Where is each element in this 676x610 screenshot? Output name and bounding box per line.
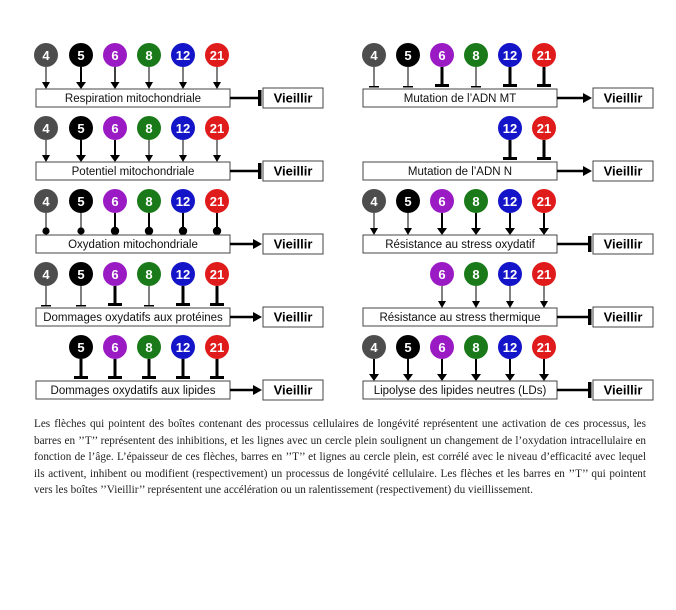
inhibition-bar-icon	[41, 305, 51, 307]
arrowhead-icon	[437, 374, 447, 381]
node-label-12: 12	[502, 48, 518, 63]
node-label-5: 5	[77, 121, 85, 136]
inhibition-bar-icon	[588, 236, 592, 252]
vieillir-label: Vieillir	[603, 309, 643, 325]
modulation-dot-icon	[42, 227, 49, 234]
node-label-21: 21	[536, 194, 552, 209]
node-label-8: 8	[145, 121, 153, 136]
vieillir-label: Vieillir	[273, 382, 313, 398]
node-label-8: 8	[145, 267, 153, 282]
process-label: Mutation de l’ADN MT	[403, 93, 517, 105]
vieillir-label: Vieillir	[603, 382, 643, 398]
inhibition-bar-icon	[108, 303, 122, 306]
panel-1	[34, 43, 323, 108]
arrowhead-icon	[253, 385, 262, 395]
node-label-12: 12	[175, 267, 191, 282]
panel-2	[362, 43, 653, 108]
node-label-6: 6	[111, 48, 119, 63]
panel-9	[36, 335, 323, 400]
node-label-12: 12	[175, 194, 191, 209]
process-label: Dommages oxydatifs aux protéines	[43, 312, 223, 324]
inhibition-bar-icon	[108, 376, 122, 379]
node-label-8: 8	[472, 267, 480, 282]
process-label: Dommages oxydatifs aux lipides	[50, 385, 216, 397]
process-label: Lipolyse des lipides neutres (LDs)	[373, 385, 547, 397]
inhibition-bar-icon	[210, 376, 224, 379]
modulation-dot-icon	[77, 227, 84, 234]
arrowhead-icon	[76, 155, 86, 162]
inhibition-bar-icon	[503, 157, 517, 160]
node-label-5: 5	[404, 194, 412, 209]
arrowhead-icon	[505, 374, 515, 381]
node-label-5: 5	[404, 340, 412, 355]
inhibition-bar-icon	[435, 84, 449, 87]
arrowhead-icon	[506, 301, 514, 308]
node-label-5: 5	[77, 267, 85, 282]
vieillir-label: Vieillir	[603, 163, 643, 179]
vieillir-label: Vieillir	[273, 236, 313, 252]
arrowhead-icon	[369, 374, 379, 381]
arrowhead-icon	[583, 166, 592, 176]
process-label: Mutation de l’ADN N	[407, 166, 513, 178]
node-label-5: 5	[77, 48, 85, 63]
arrowhead-icon	[437, 228, 447, 235]
arrowhead-icon	[213, 155, 221, 162]
vieillir-label: Vieillir	[273, 163, 313, 179]
inhibition-bar-icon	[74, 376, 88, 379]
vieillir-label: Vieillir	[273, 90, 313, 106]
node-label-21: 21	[209, 267, 225, 282]
inhibition-bar-icon	[588, 309, 592, 325]
vieillir-label: Vieillir	[603, 236, 643, 252]
modulation-dot-icon	[111, 227, 119, 235]
modulation-dot-icon	[145, 227, 153, 235]
arrowhead-icon	[42, 155, 50, 162]
node-label-12: 12	[175, 340, 191, 355]
node-label-4: 4	[370, 194, 378, 209]
node-label-6: 6	[111, 340, 119, 355]
arrowhead-icon	[145, 155, 153, 162]
arrowhead-icon	[145, 82, 153, 89]
panel-4	[363, 116, 653, 181]
node-label-5: 5	[77, 194, 85, 209]
arrowhead-icon	[370, 228, 378, 235]
modulation-dot-icon	[179, 227, 187, 235]
node-label-6: 6	[438, 267, 446, 282]
node-label-8: 8	[472, 194, 480, 209]
process-label: Respiration mitochondriale	[64, 93, 202, 105]
node-label-4: 4	[42, 121, 50, 136]
panel-5	[34, 189, 323, 254]
arrowhead-icon	[471, 374, 481, 381]
node-label-21: 21	[209, 194, 225, 209]
node-label-21: 21	[536, 121, 552, 136]
inhibition-bar-icon	[176, 376, 190, 379]
inhibition-bar-icon	[588, 382, 592, 398]
vieillir-label: Vieillir	[603, 90, 643, 106]
node-label-4: 4	[42, 267, 50, 282]
panel-10	[362, 335, 653, 400]
node-label-21: 21	[536, 340, 552, 355]
arrowhead-icon	[539, 374, 549, 381]
inhibition-bar-icon	[369, 86, 379, 88]
arrowhead-icon	[253, 239, 262, 249]
inhibition-bar-icon	[503, 84, 517, 87]
process-label: Oxydation mitochondriale	[68, 239, 198, 251]
arrowhead-icon	[179, 155, 187, 162]
inhibition-bar-icon	[471, 86, 481, 88]
node-label-8: 8	[145, 48, 153, 63]
arrowhead-icon	[110, 155, 120, 162]
arrowhead-icon	[213, 82, 221, 89]
arrowhead-icon	[76, 82, 86, 89]
node-label-8: 8	[472, 48, 480, 63]
inhibition-bar-icon	[76, 305, 86, 307]
node-label-4: 4	[42, 48, 50, 63]
node-label-6: 6	[438, 48, 446, 63]
node-label-4: 4	[42, 194, 50, 209]
node-label-6: 6	[111, 267, 119, 282]
node-label-6: 6	[438, 340, 446, 355]
node-label-8: 8	[145, 340, 153, 355]
inhibition-bar-icon	[537, 157, 551, 160]
inhibition-bar-icon	[403, 86, 413, 88]
node-label-21: 21	[536, 267, 552, 282]
figure-caption: Les flèches qui pointent des boîtes contenant des processus cellulaires de longévité représentent une activation de ces processus, les barres en ’’T’’ représentent des inhibitions, et les lignes avec un cercle plein soulignent un changement de l’oxydation intracellulaire en fonction de l’âge. L’épaisseur de ces flèches, barres en ’’T’’ et lignes au cercle plein, est corrélé avec le niveau d’efficacité avec lequel ils activent, inhibent ou modifient (respectivement) un processus de longévité cellulaire. Les flèches et les barres en ’’T’’ qui pointent vers les boîtes ’’Vieillir’’ représentent une accélération ou un ralentissement (respectivement) du vieillissement.	[34, 418, 646, 497]
arrowhead-icon	[540, 301, 548, 308]
node-label-21: 21	[209, 121, 225, 136]
arrowhead-icon	[253, 312, 262, 322]
node-label-4: 4	[370, 48, 378, 63]
vieillir-label: Vieillir	[273, 309, 313, 325]
panel-3	[34, 116, 323, 181]
inhibition-bar-icon	[142, 376, 156, 379]
node-label-12: 12	[175, 48, 191, 63]
arrowhead-icon	[583, 93, 592, 103]
node-label-6: 6	[111, 121, 119, 136]
modulation-dot-icon	[213, 227, 221, 235]
arrowhead-icon	[472, 301, 480, 308]
panel-6	[362, 189, 653, 254]
node-label-5: 5	[404, 48, 412, 63]
arrowhead-icon	[403, 374, 413, 381]
node-label-4: 4	[370, 340, 378, 355]
process-label: Potentiel mitochondriale	[71, 166, 195, 178]
arrowhead-icon	[42, 82, 50, 89]
inhibition-bar-icon	[537, 84, 551, 87]
inhibition-bar-icon	[176, 303, 190, 306]
arrowhead-icon	[111, 82, 120, 89]
arrowhead-icon	[404, 228, 412, 235]
node-label-12: 12	[502, 267, 518, 282]
node-label-21: 21	[209, 48, 225, 63]
node-label-12: 12	[175, 121, 191, 136]
inhibition-bar-icon	[144, 305, 154, 307]
node-label-6: 6	[111, 194, 119, 209]
process-label: Résistance au stress oxydatif	[385, 239, 535, 251]
arrowhead-icon	[505, 228, 515, 235]
node-label-12: 12	[502, 194, 518, 209]
inhibition-bar-icon	[258, 90, 262, 106]
node-label-12: 12	[502, 121, 518, 136]
node-label-8: 8	[145, 194, 153, 209]
arrowhead-icon	[438, 301, 446, 308]
panel-8	[363, 262, 653, 327]
panel-7	[34, 262, 323, 327]
arrowhead-icon	[471, 228, 481, 235]
node-label-12: 12	[502, 340, 518, 355]
inhibition-bar-icon	[258, 163, 262, 179]
node-label-5: 5	[77, 340, 85, 355]
arrowhead-icon	[179, 82, 187, 89]
node-label-21: 21	[209, 340, 225, 355]
node-label-21: 21	[536, 48, 552, 63]
inhibition-bar-icon	[210, 303, 224, 306]
process-label: Résistance au stress thermique	[379, 312, 541, 324]
node-label-6: 6	[438, 194, 446, 209]
arrowhead-icon	[539, 228, 549, 235]
node-label-8: 8	[472, 340, 480, 355]
